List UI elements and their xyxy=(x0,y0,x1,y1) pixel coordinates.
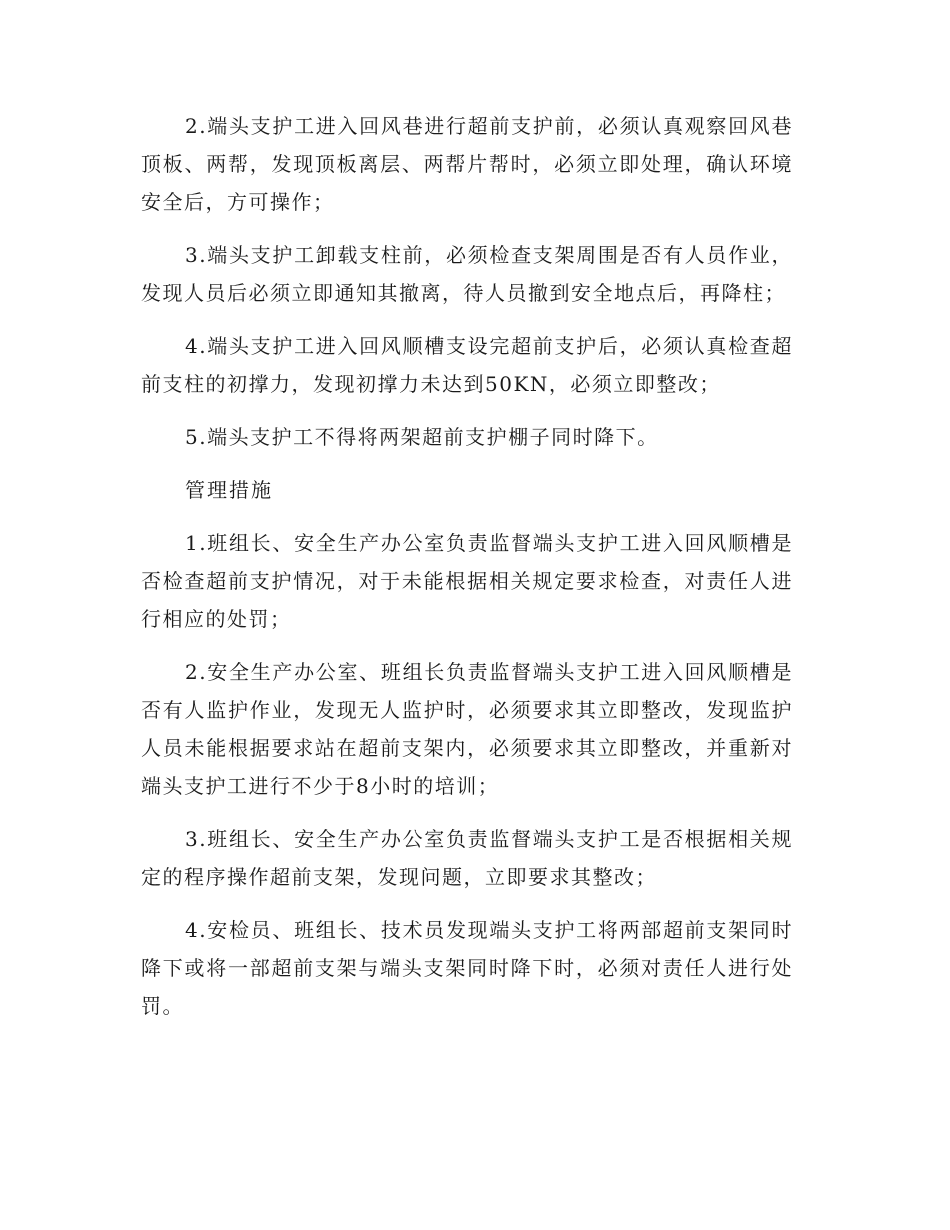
paragraph-item-3: 3.端头支护工卸载支柱前，必须检查支架周围是否有人员作业，发现人员后必须立即通知其撤离，待人员撤到安全地点后，再降柱； xyxy=(141,243,793,305)
paragraph-item-4: 4.端头支护工进入回风顺槽支设完超前支护后，必须认真检查超前支柱的初撑力，发现初撑力未达到50KN，必须立即整改； xyxy=(141,334,793,396)
management-item-4: 4.安检员、班组长、技术员发现端头支护工将两部超前支架同时降下或将一部超前支架与端头支架同时降下时，必须对责任人进行处罚。 xyxy=(141,918,793,1018)
document-body xyxy=(141,107,793,1040)
section-heading: 管理措施 xyxy=(185,478,273,502)
management-item-3: 3.班组长、安全生产办公室负责监督端头支护工是否根据相关规定的程序操作超前支架，发现问题，立即要求其整改； xyxy=(141,827,793,889)
management-item-2: 2.安全生产办公室、班组长负责监督端头支护工进入回风顺槽是否有人监护作业，发现无人监护时，必须要求其立即整改，发现监护人员未能根据要求站在超前支架内，必须要求其立即整改，并重新对端头支护工进行不少于8小时的培训； xyxy=(141,660,793,798)
management-item-1: 1.班组长、安全生产办公室负责监督端头支护工进入回风顺槽是否检查超前支护情况，对于未能根据相关规定要求检查，对责任人进行相应的处罚； xyxy=(141,531,793,631)
paragraph-item-2: 2.端头支护工进入回风巷进行超前支护前，必须认真观察回风巷顶板、两帮，发现顶板离层、两帮片帮时，必须立即处理，确认环境安全后，方可操作； xyxy=(141,114,793,214)
paragraph-item-5: 5.端头支护工不得将两架超前支护棚子同时降下。 xyxy=(185,425,659,449)
